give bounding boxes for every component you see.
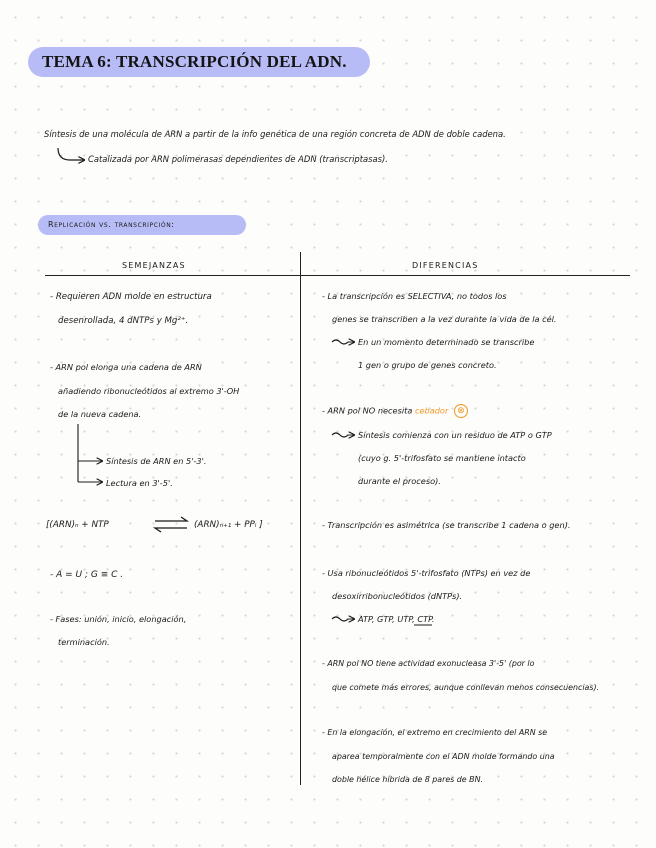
difference-6-line-1: - En la elongación, el extremo en crecimiento del ARN se	[322, 728, 548, 737]
phases-line-1: - Fases: unión, inicio, elongación,	[50, 614, 187, 624]
squiggle-arrow-3	[332, 617, 354, 621]
difference-5-line-2: que comete más errores, aunque conllevan menos consecuencias).	[332, 683, 600, 692]
difference-6-line-2: aparea temporalmente con el ADN molde formando una	[332, 752, 555, 761]
equation-products: (ARN)ₙ₊₁ + PPᵢ ]	[194, 520, 263, 530]
similarity-1-line-2: desenrollada, 4 dNTPs y Mg²⁺.	[58, 316, 189, 326]
difference-1-line-1: - La transcripción es SELECTIVA, no todos los	[322, 291, 507, 301]
intro-hook-arrow	[58, 148, 84, 160]
difference-1-line-4: 1 gen o grupo de genes concreto.	[358, 360, 497, 370]
difference-3-line-1: - Transcripción es asimétrica (se transcribe 1 cadena o gen).	[322, 520, 571, 530]
difference-1-line-3: En un momento determinado se transcribe	[358, 337, 535, 347]
difference-4-line-1: - Usa ribonucleótidos 5'-trifosfato (NTPs) en vez de	[322, 568, 531, 578]
col-header-diferencias: DIFERENCIAS	[412, 261, 479, 270]
section-heading: Replicación vs. transcripción:	[48, 220, 175, 229]
equation-reactants: [(ARN)ₙ + NTP	[46, 520, 109, 530]
difference-1-line-2: genes se transcriben a la vez durante la vida de la cél.	[332, 314, 557, 324]
squiggle-arrow-2	[332, 433, 354, 437]
difference-2-line-3: (cuyo g. 5'-trifosfato se mantiene intacto	[358, 453, 526, 463]
intro-definition: Síntesis de una molécula de ARN a partir de la info genética de una región concreta de ADN de doble cadena.	[44, 129, 506, 139]
difference-2-prefix: - ARN pol NO necesita	[322, 405, 413, 416]
phases-line-2: terminación.	[58, 637, 110, 647]
page-title: TEMA 6: TRANSCRIPCIÓN DEL ADN.	[42, 52, 347, 71]
equilibrium-reverse-arrow	[155, 528, 187, 532]
cebador-highlight: cebador	[414, 405, 449, 416]
similarity-1-line-1: - Requieren ADN molde en estructura	[50, 292, 212, 302]
similarity-2-line-3: de la nueva cadena.	[58, 409, 142, 419]
base-pairing: - A = U ; G ≡ C .	[50, 570, 124, 580]
similarity-2-line-2: añadiendo ribonucleótidos al extremo 3'-OH	[58, 386, 240, 396]
difference-2-line-2: Síntesis comienza con un residuo de ATP o GTP	[358, 430, 552, 440]
col-header-semejanzas: SEMEJANZAS	[122, 261, 186, 270]
squiggle-arrow-1	[332, 340, 354, 344]
difference-4-line-3: ATP, GTP, UTP, CTP.	[358, 614, 435, 624]
similarity-2-line-1: - ARN pol elonga una cadena de ARN	[50, 362, 202, 372]
difference-6-line-3: doble hélice híbrida de 8 pares de BN.	[332, 775, 483, 784]
intro-enzymes: Catalizada por ARN polimerasas dependientes de ADN (transcriptasas).	[88, 154, 388, 164]
difference-4-line-2: desoxirribonucleótidos (dNTPs).	[332, 591, 463, 601]
crossed-circle-icon: ⊗	[454, 404, 468, 418]
difference-2-line-4: durante el proceso).	[358, 476, 441, 486]
similarity-2-sub-1: Síntesis de ARN en 5'-3'.	[106, 456, 207, 466]
similarity-2-sub-2: Lectura en 3'-5'.	[106, 478, 173, 488]
equilibrium-forward-arrow	[155, 517, 187, 521]
difference-5-line-1: - ARN pol NO tiene actividad exonucleasa 3'-5' (por lo	[322, 659, 535, 668]
